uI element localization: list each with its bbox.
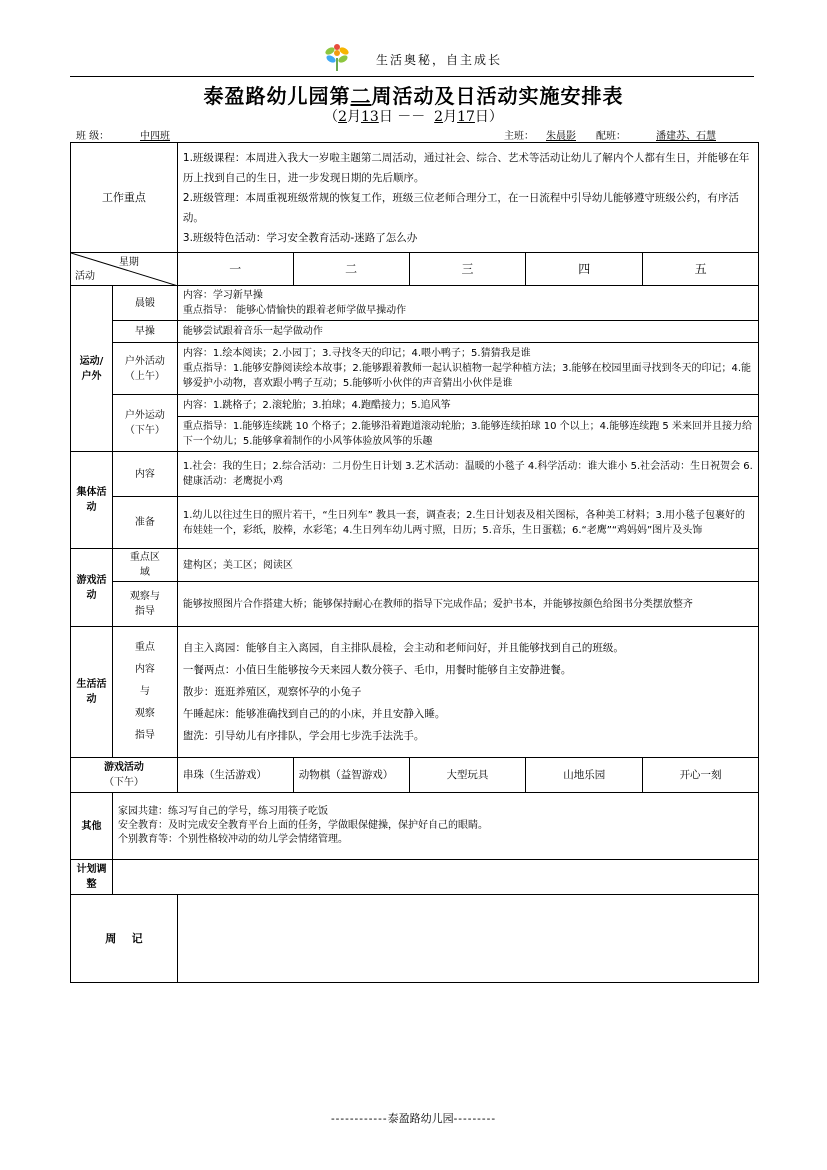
title-suffix: 周活动及日活动实施安排表: [371, 84, 624, 108]
work-focus-item: 1.班级课程：本周进入我大一岁啦主题第二周活动，通过社会、综合、艺术等活动让幼儿了解内个人都有生日，并能够在年历上找到自己的生日，进一步发现日期的先后顺序。: [182, 151, 750, 184]
footer-dashes: ------------: [330, 1112, 388, 1125]
other-content: [112, 793, 758, 860]
head-teacher-label: 主班：: [504, 131, 534, 142]
sports-content: 内容：1.跳格子；2.滚轮胎；3.拍球；4.跑酷接力；5.追风筝: [177, 395, 758, 417]
sports-row-outdoor-pm-content: [71, 395, 759, 417]
weekly-note-row: [71, 895, 759, 983]
group-content: 1.社会：我的生日；2.综合活动：二月份生日计划 3.艺术活动：温暖的小毯子 4.科学活动：谁大谁小 5.社会活动：生日祝贺会 6.健康活动：老鹰捉小鸡: [177, 452, 758, 497]
work-focus-row: [71, 143, 759, 253]
sports-content: [177, 343, 758, 395]
title-prefix: 泰盈路幼儿园第: [203, 84, 351, 108]
sports-row-morning-exercise: [71, 286, 759, 321]
class-value: 中四班: [140, 131, 170, 142]
life-content: [177, 627, 758, 758]
sports-content: [177, 286, 758, 321]
afternoon-game-label-cell: [71, 758, 178, 793]
sports-sub-label: 晨锻: [112, 286, 177, 321]
plan-adjust-content[interactable]: [112, 860, 758, 895]
end-month: 2: [434, 109, 444, 125]
other-row: [71, 793, 759, 860]
group-content-row: [71, 452, 759, 497]
start-day: 13: [360, 109, 379, 125]
weekly-plan-table: [70, 142, 759, 983]
head-teacher-value: 朱晨影: [546, 131, 576, 142]
day-char: 日 －－: [378, 109, 426, 125]
group-content-label: 内容: [112, 452, 177, 497]
plan-adjust-row: [71, 860, 759, 895]
weekday-tuesday: 二: [293, 253, 409, 286]
sports-sub-label: 户外活动（上午）: [112, 343, 177, 395]
game-observe-row: [71, 582, 759, 627]
weekday-friday: 五: [643, 253, 759, 286]
page-title: [0, 80, 827, 109]
work-focus-item: 3.班级特色活动：学习安全教育活动-迷路了怎么办: [182, 231, 418, 244]
life-side-label: 重点: [134, 642, 155, 653]
content-line: 内容：学习新早操: [182, 290, 263, 301]
afternoon-game-row: [71, 758, 759, 793]
life-side-label: 观察: [134, 708, 155, 719]
sports-section-label: 运动/户外: [71, 286, 113, 452]
other-line: 家园共建：练习写自己的学号，练习用筷子吃饭: [117, 806, 328, 817]
month-char: 月: [443, 109, 458, 125]
sports-row-outdoor-am: [71, 343, 759, 395]
sports-row-morning-drill: [71, 321, 759, 343]
game-observe-label: 观察与指导: [112, 582, 177, 627]
life-line: 自主入离园：能够自主入离园，自主排队晨检，会主动和老师问好，并且能够找到自己的班级。: [182, 642, 624, 654]
afternoon-game-sublabel: （下午）: [103, 777, 144, 788]
content-line: 重点指导：1.能够安静阅读绘本故事；2.能够跟着教师一起认识植物一起学种植方法；3.能够在校园里面寻找到冬天的印记；4.能够爱护小动物，喜欢跟小鸭子互动；5.能够听小伙伴的声音猜出小伙伴是谁: [182, 363, 752, 389]
life-line: 一餐两点：小值日生能够按今天来园人数分筷子、毛巾，用餐时能够自主安静进餐。: [182, 664, 572, 676]
weekday-monday: 一: [177, 253, 293, 286]
footer-dashes: ---------: [453, 1112, 497, 1125]
life-line: 盥洗：引导幼儿有序排队，学会用七步洗手法洗手。: [182, 730, 425, 742]
weekly-note-label: 周 记: [71, 895, 178, 983]
plan-adjust-label: 计划调整: [71, 860, 113, 895]
group-prep: 1.幼儿以往过生日的照片若干，“生日列车” 教具一套，调查表；2.生日计划表及相关图标，各种美工材料；3.用小毯子包裹好的布娃娃一个，彩纸，胶棒，水彩笔；4.生日列车幼儿两寸照，日历；5.音乐，生日蛋糕；6.“老鹰”“鸡妈妈”图片及头饰: [177, 497, 758, 549]
life-side-label: 与: [139, 686, 150, 697]
date-range: [0, 106, 827, 126]
group-prep-label: 准备: [112, 497, 177, 549]
content-line: 内容：1.绘本阅读；2.小园丁；3.寻找冬天的印记；4.喂小鸭子；5.猜猜我是谁: [182, 348, 531, 359]
weekday-header-row: [71, 253, 759, 286]
sports-focus: 重点指导：1.能够连续跳 10 个格子；2.能够沿着跑道滚动轮胎；3.能够连续拍球 10 个以上；4.能够连续跑 5 米来回并且接力给下一个幼儿；5.能够拿着制作的小风筝体验放风筝的乐趣: [177, 417, 758, 452]
slogan: 生活奥秘，自主成长: [376, 53, 503, 67]
life-side-labels: [112, 627, 177, 758]
game-section-label: 游戏活动: [71, 549, 113, 627]
other-line: 个别教育等：个别性格较冲动的幼儿学会情绪管理。: [117, 834, 348, 845]
afternoon-game-item: 大型玩具: [409, 758, 526, 793]
page-footer: [0, 1110, 827, 1126]
group-section-label: 集体活动: [71, 452, 113, 549]
other-line: 安全教育：及时完成安全教育平台上面的任务，学做眼保健操，保护好自己的眼睛。: [117, 820, 488, 831]
life-side-label: 内容: [134, 664, 155, 675]
weekly-note-content[interactable]: [177, 895, 758, 983]
game-observe: 能够按照图片合作搭建大桥；能够保持耐心在教师的指导下完成作品；爱护书本，并能够按颜色给图书分类摆放整齐: [177, 582, 758, 627]
life-line: 午睡起床：能够准确找到自己的的小床，并且安静入睡。: [182, 708, 446, 720]
assistant-label: 配班：: [596, 131, 626, 142]
content-line: 重点指导： 能够心情愉快的跟着老师学做早操动作: [182, 305, 407, 316]
footer-text: 泰盈路幼儿园: [387, 1112, 454, 1125]
life-section-label: 生活活动: [71, 627, 113, 758]
game-area-label: 重点区域: [112, 549, 177, 582]
work-focus-item: 2.班级管理：本周重视班级常规的恢复工作，班级三位老师合理分工，在一日流程中引导幼儿能够遵守班级公约，有序活动。: [182, 191, 739, 224]
afternoon-game-item: 动物棋（益智游戏）: [293, 758, 409, 793]
afternoon-game-label: 游戏活动: [103, 762, 144, 773]
date-close: ）: [488, 109, 503, 125]
sports-sub-label: 早操: [112, 321, 177, 343]
flower-logo-icon: [320, 44, 354, 72]
sports-sub-label: 户外运动（下午）: [112, 395, 177, 452]
work-focus-content: [177, 143, 758, 253]
game-area: 建构区；美工区；阅读区: [177, 549, 758, 582]
class-label: 班 级：: [76, 131, 110, 142]
life-line: 散步：逛逛养殖区，观察怀孕的小兔子: [182, 686, 362, 698]
end-day: 17: [457, 109, 475, 125]
sports-content: 能够尝试跟着音乐一起学做动作: [177, 321, 758, 343]
date-open: （: [324, 109, 339, 125]
weekday-thursday: 四: [526, 253, 643, 286]
week-number: 二: [350, 84, 372, 108]
diag-activity-label: 活动: [75, 271, 95, 282]
afternoon-game-item: 开心一刻: [643, 758, 759, 793]
weekday-wednesday: 三: [409, 253, 526, 286]
other-label: 其他: [71, 793, 113, 860]
work-focus-label: 工作重点: [71, 143, 178, 253]
afternoon-game-item: 串珠（生活游戏）: [177, 758, 293, 793]
diag-weekday-label: 星期: [118, 257, 139, 268]
start-month: 2: [338, 109, 347, 125]
class-info-row: [76, 127, 756, 143]
assistant-value: 潘建苏、石慧: [656, 131, 716, 142]
day-char: 日: [474, 109, 489, 125]
afternoon-game-item: 山地乐园: [526, 758, 643, 793]
weekday-diagonal-cell: [71, 253, 178, 286]
life-row: [71, 627, 759, 758]
group-prep-row: [71, 497, 759, 549]
life-side-label: 指导: [134, 730, 155, 741]
month-char: 月: [346, 109, 361, 125]
game-area-row: [71, 549, 759, 582]
